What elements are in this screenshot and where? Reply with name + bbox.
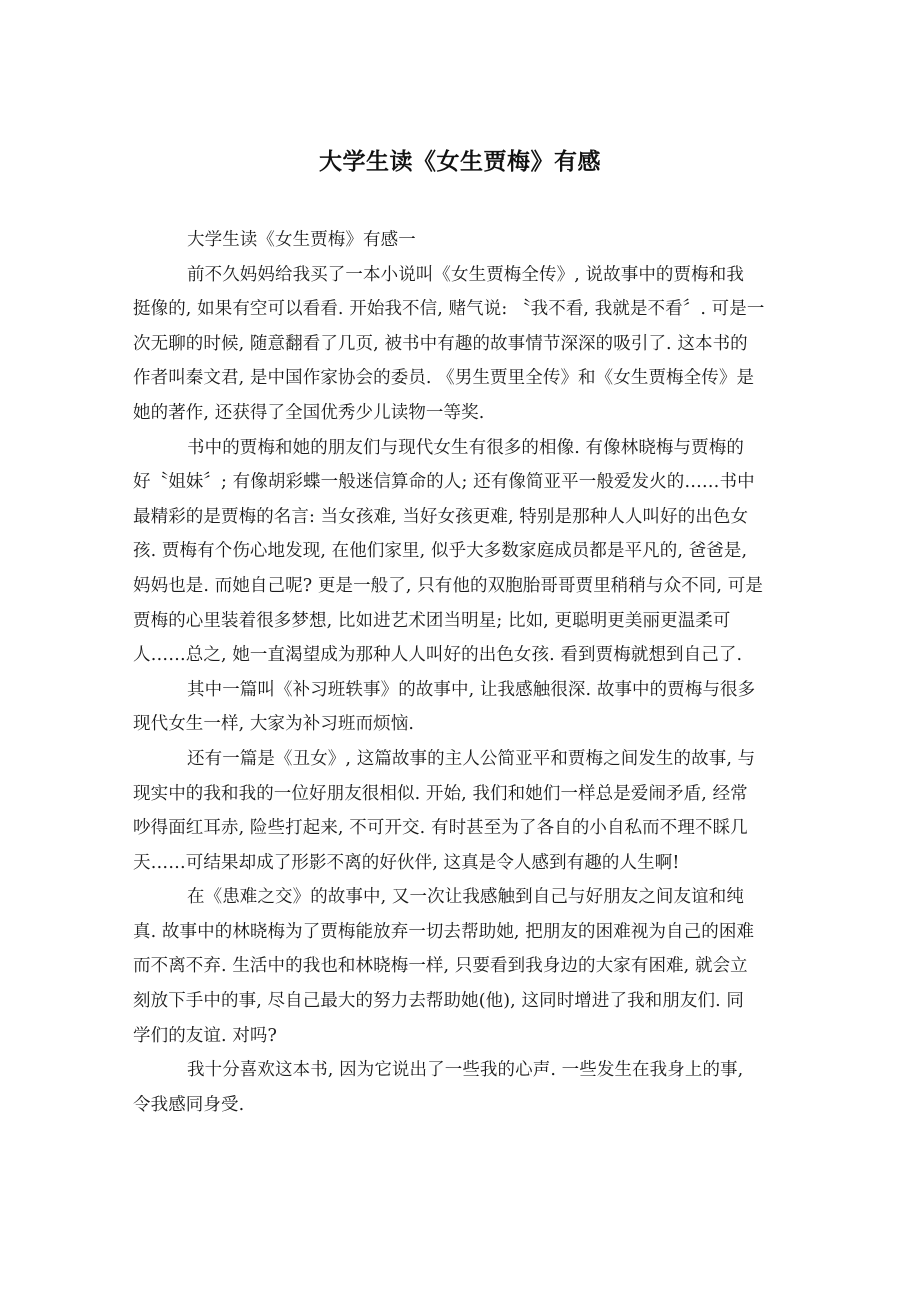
paragraph-line: 贾梅的心里装着很多梦想, 比如进艺术团当明星; 比如, 更聪明更美丽更温柔可 bbox=[133, 610, 731, 631]
paragraph-line: 现代女生一样, 大家为补习班而烦恼. bbox=[133, 714, 414, 735]
paragraph-first-line: 我十分喜欢这本书, 因为它说出了一些我的心声. 一些发生在我身上的事, bbox=[187, 1060, 744, 1081]
paragraph-first-line: 书中的贾梅和她的朋友们与现代女生有很多的相像. 有像林晓梅与贾梅的 bbox=[187, 437, 744, 458]
paragraph-first-line: 前不久妈妈给我买了一本小说叫《女生贾梅全传》, 说故事中的贾梅和我 bbox=[187, 264, 744, 285]
paragraph-line: 真. 故事中的林晓梅为了贾梅能放弃一切去帮助她, 把朋友的困难视为自己的困难 bbox=[133, 921, 755, 942]
document-body bbox=[133, 223, 793, 1122]
document-title: 大学生读《女生贾梅》有感 bbox=[319, 149, 601, 175]
paragraph-line: 妈妈也是. 而她自己呢? 更是一般了, 只有他的双胞胎哥哥贾里稍稍与众不同, 可是 bbox=[133, 575, 763, 596]
paragraph-line: 学们的友谊. 对吗? bbox=[133, 1025, 278, 1046]
paragraph-line: 次无聊的时候, 随意翻看了几页, 被书中有趣的故事情节深深的吸引了. 这本书的 bbox=[133, 333, 748, 354]
paragraph-first-line: 在《患难之交》的故事中, 又一次让我感触到自己与好朋友之间友谊和纯 bbox=[187, 887, 744, 908]
paragraph-line: 孩. 贾梅有个伤心地发现, 在他们家里, 似乎大多数家庭成员都是平凡的, 爸爸是, bbox=[133, 541, 748, 562]
paragraph-line: 作者叫秦文君, 是中国作家协会的委员. 《男生贾里全传》和《女生贾梅全传》是 bbox=[133, 368, 755, 389]
paragraph-line: 现实中的我和我的一位好朋友很相似. 开始, 我们和她们一样总是爱闹矛盾, 经常 bbox=[133, 783, 748, 804]
paragraph-line: 令我感同身受. bbox=[133, 1094, 245, 1115]
paragraph-line: 好〝姐妹〞; 有像胡彩蝶一般迷信算命的人; 还有像简亚平一般爱发火的……书中 bbox=[133, 472, 755, 493]
paragraph-line: 天……可结果却成了形影不离的好伙伴, 这真是令人感到有趣的人生啊! bbox=[133, 852, 680, 873]
paragraph-first-line: 还有一篇是《丑女》, 这篇故事的主人公简亚平和贾梅之间发生的故事, 与 bbox=[187, 748, 756, 769]
paragraph-line: 吵得面红耳赤, 险些打起来, 不可开交. 有时甚至为了各自的小自私而不理不睬几 bbox=[133, 818, 748, 839]
paragraph-first-line: 其中一篇叫《补习班轶事》的故事中, 让我感触很深. 故事中的贾梅与很多 bbox=[187, 679, 756, 700]
paragraph-line: 她的著作, 还获得了全国优秀少儿读物一等奖. bbox=[133, 402, 485, 423]
paragraph-first-line: 大学生读《女生贾梅》有感一 bbox=[187, 230, 416, 250]
paragraph-line: 而不离不弃. 生活中的我也和林晓梅一样, 只要看到我身边的大家有困难, 就会立 bbox=[133, 956, 748, 977]
paragraph-line: 刻放下手中的事, 尽自己最大的努力去帮助她(他), 这同时增进了我和朋友们. 同 bbox=[133, 991, 745, 1012]
paragraph-line: 人……总之, 她一直渴望成为那种人人叫好的出色女孩. 看到贾梅就想到自己了. bbox=[133, 645, 743, 666]
paragraph-line: 挺像的, 如果有空可以看看. 开始我不信, 赌气说: 〝我不看, 我就是不看〞. 可是一 bbox=[133, 299, 765, 320]
paragraph-line: 最精彩的是贾梅的名言: 当女孩难, 当好女孩更难, 特别是那种人人叫好的出色女 bbox=[133, 506, 749, 527]
